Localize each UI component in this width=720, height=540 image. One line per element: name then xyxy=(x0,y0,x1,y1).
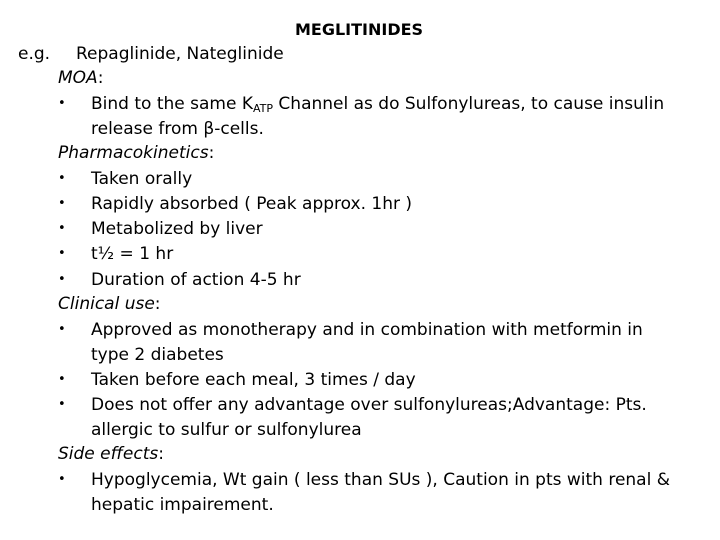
cu-heading-text: Clinical use xyxy=(58,294,155,314)
cu-item: Approved as monotherapy and in combination with metformin in xyxy=(91,320,643,340)
moa-colon: : xyxy=(97,68,104,88)
moa-item-post: Channel as do Sulfonylureas, to cause insulin xyxy=(273,94,665,114)
cu-item-cont: type 2 diabetes xyxy=(91,345,224,365)
moa-heading xyxy=(58,68,103,88)
side-effects-heading xyxy=(58,444,164,464)
se-item: Hypoglycemia, Wt gain ( less than SUs ), Caution in pts with renal & xyxy=(91,470,670,490)
cu-item-cont: allergic to sulfur or sulfonylurea xyxy=(91,420,362,440)
bullet: • xyxy=(58,96,66,111)
bullet: • xyxy=(58,472,66,487)
clinical-use-heading xyxy=(58,294,161,314)
page-title: MEGLITINIDES xyxy=(295,20,424,39)
moa-heading-text: MOA xyxy=(58,68,98,88)
bullet: • xyxy=(58,246,66,261)
pk-item: Taken orally xyxy=(91,169,193,189)
moa-item-cont: release from β-cells. xyxy=(91,119,264,139)
se-heading-text: Side effects xyxy=(58,444,159,464)
moa-item-pre: Bind to the same K xyxy=(91,94,253,114)
se-item-cont: hepatic impairement. xyxy=(91,495,274,515)
se-colon: : xyxy=(158,444,164,464)
pk-item: Metabolized by liver xyxy=(91,219,263,239)
example-drugs: Repaglinide, Nateglinide xyxy=(76,44,284,64)
example-label: e.g. xyxy=(18,44,51,64)
bullet: • xyxy=(58,171,66,186)
moa-item-sub: ATP xyxy=(252,102,274,115)
pk-colon: : xyxy=(208,143,215,163)
bullet: • xyxy=(58,372,66,387)
pk-item: t½ = 1 hr xyxy=(91,244,174,264)
cu-item: Does not offer any advantage over sulfonylureas;Advantage: Pts. xyxy=(91,395,647,415)
bullet: • xyxy=(58,196,66,211)
bullet: • xyxy=(58,272,66,287)
cu-colon: : xyxy=(154,294,161,314)
pk-item: Rapidly absorbed ( Peak approx. 1hr ) xyxy=(91,194,413,214)
bullet: • xyxy=(58,221,66,236)
pk-heading-text: Pharmacokinetics xyxy=(58,143,209,163)
bullet: • xyxy=(58,322,66,337)
pk-item: Duration of action 4-5 hr xyxy=(91,270,301,290)
cu-item: Taken before each meal, 3 times / day xyxy=(91,370,416,390)
moa-item xyxy=(91,94,664,114)
pharmacokinetics-heading xyxy=(58,143,214,163)
bullet: • xyxy=(58,397,66,412)
